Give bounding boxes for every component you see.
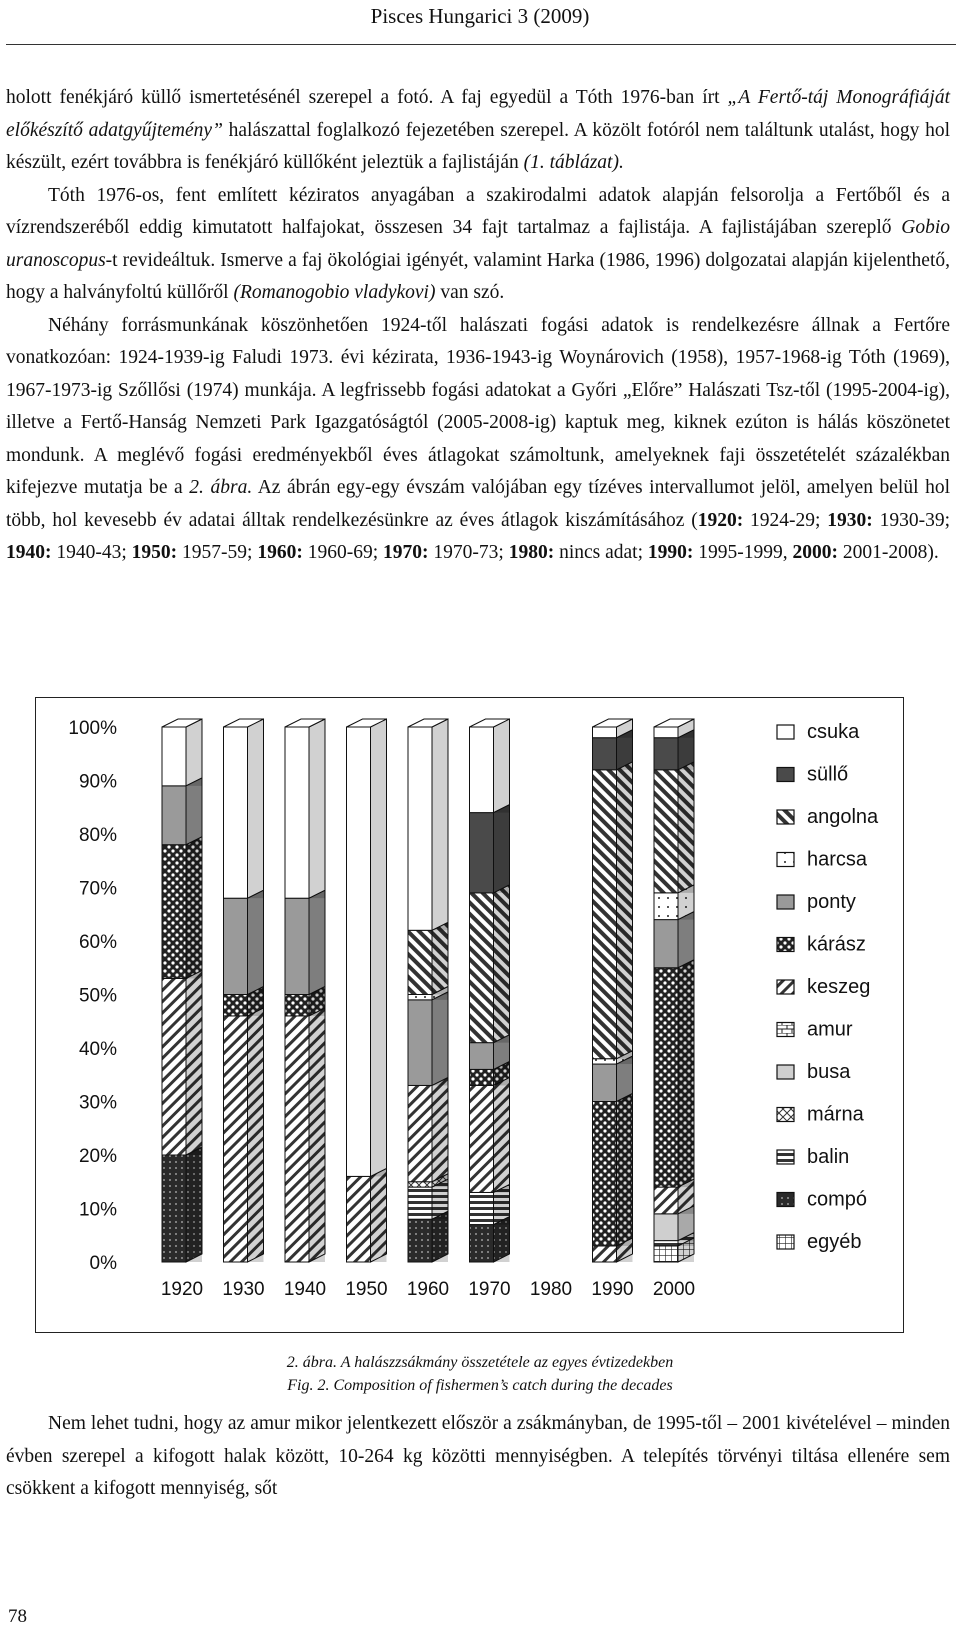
legend-label-süllő: süllő [807,763,849,786]
legend-label-amur: amur [807,1018,853,1041]
bar-segment-keszeg [285,1016,309,1262]
bar-side-shade [186,837,202,979]
bar-side-shade [309,1008,325,1262]
y-tick-label: 80% [78,825,117,846]
bar-side-shade [186,1147,202,1262]
bar-segment-süllő [593,738,617,770]
y-tick-label: 90% [78,771,117,793]
bar-segment-csuka [224,727,248,898]
chart-bars [162,719,694,1262]
bar-side-shade [432,992,448,1086]
bar-segment-compó [162,1155,186,1262]
y-tick-label: 0% [89,1253,117,1274]
bar-segment-csuka [162,727,186,786]
y-tick-label: 50% [78,985,117,1007]
bar-segment-ponty [224,898,248,994]
legend-swatch-csuka [777,725,794,739]
bar-segment-compó [470,1225,494,1262]
legend-label-márna: márna [807,1103,864,1126]
bar-segment-keszeg [162,978,186,1155]
bar-segment-kárász [224,995,248,1016]
x-tick-label: 1930 [222,1279,265,1300]
legend-swatch-kárász [777,938,794,952]
bar-segment-harcsa [408,995,432,1000]
paragraph-3: Néhány forrásmunkának köszönhetően 1924-től halászati fogási adatok is rendelkezésre állnak a Fertőre vonatkozóan: 1924-1939-ig Faludi 1973. évi kézirata, 1936-1943-ig Woynárovich (1958), 1957-1968-ig Tóth (1969), 1967-1973-ig Szőllősi (1974) munkája. A legfrissebb fogási adatokat a Győri „Előre” Halászati Tsz-től (1995-2004-ig), illetve a Fertő-Hanság Nemzeti Park Igazgatóságtól (2005-2008-ig) kaptuk meg, kiknek ezúton is hálás köszönetet mondunk. A meglévő fogási eredményekből éves átlagokat számoltunk, amelyeknek faji összetételét százalékban kifejezve mutatja be a 2. ábra. Az ábrán egy-egy évszám valójában egy tízéves intervallumot jelöl, amelyen belül hol több, hol kevesebb év adatai álltak rendelkezésünkre az éves átlagok kiszámításához (1920: 1924-29; 1930: 1930-39; 1940: 1940-43; 1950: 1957-59; 1960: 1960-69; 1970: 1970-73; 1980: nincs adat; 1990: 1995-1999, 2000: 2001-2008). [6,314,950,563]
bar-segment-csuka [347,727,371,1176]
bar-segment-kárász [285,995,309,1016]
bar-side-shade [617,762,633,1059]
bar-side-shade [309,890,325,994]
y-tick-label: 40% [78,1039,117,1060]
bar-side-shade [494,885,510,1043]
bar-segment-ponty [162,786,186,845]
x-tick-label: 1970 [468,1279,511,1300]
bar-segment-egyéb [654,1246,678,1262]
legend-swatch-harcsa [777,853,794,867]
x-tick-label: 1950 [345,1279,388,1300]
bar-segment-harcsa [593,1059,617,1064]
bar-segment-ponty [654,920,678,968]
y-tick-label: 100% [68,718,117,739]
bar-segment-harcsa [654,893,678,920]
bar-side-shade [432,1077,448,1181]
bar-segment-csuka [654,727,678,738]
bar-side-shade [371,719,387,1176]
bar-side-shade [494,1077,510,1192]
y-tick-label: 10% [78,1199,117,1221]
bar-side-shade [309,719,325,898]
legend-swatch-busa [777,1065,794,1079]
legend-label-balin: balin [807,1146,850,1168]
bar-side-shade [678,912,694,968]
bar-segment-balin [654,1241,678,1246]
legend-swatch-márna [777,1108,794,1122]
bar-segment-keszeg [408,1085,432,1181]
bar-segment-angolna [593,770,617,1059]
figure-caption-hu: 2. ábra. A halászzsákmány összetétele az egyes évtizedekben [286,1354,674,1371]
legend-label-csuka: csuka [807,721,860,743]
legend-label-ponty: ponty [807,891,856,913]
legend-label-kárász: kárász [807,933,866,956]
legend-label-egyéb: egyéb [807,1231,862,1253]
legend-swatch-compó [777,1193,794,1207]
bar-segment-balin [408,1187,432,1219]
x-tick-label: 1960 [406,1279,450,1300]
y-tick-label: 60% [78,932,117,953]
figure-caption-en: Fig. 2. Composition of fishermen’s catch during the decades [287,1377,673,1394]
bar-side-shade [186,970,202,1155]
y-tick-label: 70% [78,878,117,900]
paragraph-1: holott fenékjáró küllő ismertetésénél szerepel a fotó. A faj egyedül a Tóth 1976-ban írt „A Fertő-táj Monográfiáját előkészítő adatgyűjtemény” halászattal foglalkozó fejezetében szerepel. A közölt fotóról nem találtunk utalást, hogy hol készült, ezért továbbra is fenékjáró küllőként jeleztük a fajlistáján (1. táblázat). [6,87,951,173]
legend-label-angolna: angolna [807,806,879,828]
bar-side-shade [248,719,264,898]
bar-side-shade [678,762,694,893]
bar-side-shade [248,890,264,994]
y-tick-label: 30% [78,1092,117,1114]
bar-segment-keszeg [593,1246,617,1262]
bar-segment-kárász [162,845,186,979]
bar-side-shade [678,960,694,1187]
legend-swatch-angolna [777,810,794,824]
bar-side-shade [432,719,448,930]
bar-side-shade [186,719,202,786]
bar-segment-ponty [593,1064,617,1101]
legend-swatch-amur [777,1023,794,1037]
x-tick-label: 1920 [160,1279,204,1300]
paragraph-4: Nem lehet tudni, hogy az amur mikor jelentkezett először a zsákmányban, de 1995-től – 2001 kivételével – minden évben szerepel a kifogott halak között, 10-264 kg közötti mennyiségben. A telepítés törvényi tiltása ellenére sem csökkent a kifogott mennyiség, sőt [6,1413,950,1499]
bar-segment-márna [408,1182,432,1187]
legend-swatch-ponty [777,895,794,909]
legend-label-keszeg: keszeg [807,976,871,998]
bar-segment-keszeg [224,1016,248,1262]
bar-side-shade [186,778,202,845]
legend-swatch-keszeg [777,980,794,994]
header-rule [6,44,956,45]
catch-composition-chart [35,697,904,1333]
bar-segment-angolna [470,893,494,1043]
body-text-bottom [6,1408,950,1506]
bar-segment-csuka [285,727,309,898]
bar-segment-busa [654,1214,678,1241]
bar-segment-keszeg [470,1085,494,1192]
bar-segment-angolna [654,770,678,893]
bar-segment-compó [408,1219,432,1262]
bar-segment-ponty [408,1000,432,1086]
bar-segment-süllő [654,738,678,770]
bar-segment-csuka [470,727,494,813]
bar-segment-kárász [593,1102,617,1246]
paragraph-2: Tóth 1976-os, fent említett kéziratos anyagában a szakirodalmi adatok alapján felsorolja a Fertőből és a vízrendszeréből eddig kimutatott halfajokat, összesen 34 fajt tartalmaz a fajlistája. A fajlistájában szereplő Gobio uranoscopus-t revideáltuk. Ismerve a faj ökológiai igényét, valamint Harka (1986, 1996) dolgozatai alapján kijelenthető, hogy a halványfoltú küllőről (Romanogobio vladykovi) van szó. [6,184,950,303]
x-tick-label: 2000 [652,1279,696,1300]
bar-segment-kárász [470,1069,494,1085]
bar-side-shade [494,805,510,893]
bar-segment-csuka [593,727,617,738]
x-tick-label: 1940 [283,1279,327,1300]
running-header: Pisces Hungarici 3 (2009) [370,4,590,28]
page-number: 78 [8,1606,27,1627]
x-tick-label: 1990 [591,1279,634,1300]
bar-segment-kárász [654,968,678,1187]
legend-swatch-süllő [777,768,794,782]
bar-segment-ponty [470,1043,494,1070]
chart-legend [777,721,879,1253]
x-tick-label: 1980 [529,1279,573,1300]
legend-swatch-balin [777,1150,794,1164]
bar-side-shade [371,1168,387,1262]
bar-side-shade [432,922,448,994]
bar-segment-angolna [408,930,432,994]
legend-label-busa: busa [807,1061,851,1083]
bar-side-shade [494,719,510,813]
legend-swatch-egyéb [777,1235,794,1249]
bar-segment-keszeg [347,1176,371,1262]
bar-segment-csuka [408,727,432,930]
bar-segment-süllő [470,813,494,893]
legend-label-harcsa: harcsa [807,848,868,871]
y-tick-label: 20% [78,1146,117,1167]
bar-side-shade [248,1008,264,1262]
legend-label-compó: compó [807,1188,868,1211]
bar-segment-ponty [285,898,309,994]
bar-side-shade [617,1094,633,1246]
body-text-top [6,82,950,570]
bar-segment-balin [470,1192,494,1224]
bar-segment-keszeg [654,1187,678,1214]
